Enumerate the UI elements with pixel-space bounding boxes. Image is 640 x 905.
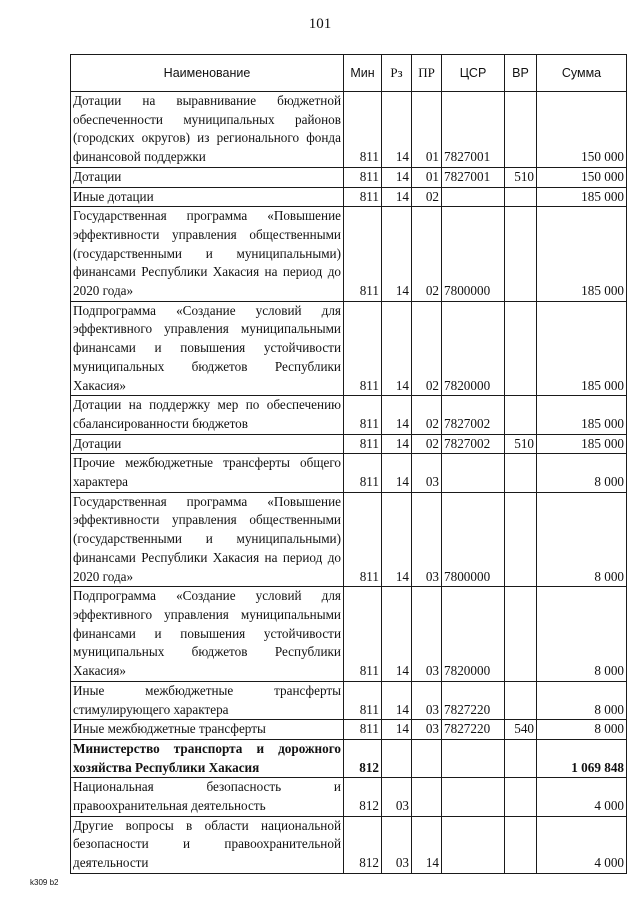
cell-vr bbox=[505, 454, 537, 492]
cell-csr bbox=[442, 739, 505, 777]
cell-pr: 02 bbox=[412, 301, 442, 396]
cell-rz: 14 bbox=[382, 681, 412, 719]
cell-rz: 14 bbox=[382, 587, 412, 682]
cell-pr: 03 bbox=[412, 492, 442, 587]
cell-sum: 8 000 bbox=[537, 587, 627, 682]
cell-pr: 03 bbox=[412, 454, 442, 492]
header-row bbox=[71, 55, 627, 92]
table-row bbox=[71, 167, 627, 187]
cell-vr bbox=[505, 396, 537, 434]
cell-sum: 4 000 bbox=[537, 816, 627, 873]
table-row bbox=[71, 681, 627, 719]
cell-vr bbox=[505, 207, 537, 302]
cell-vr: 540 bbox=[505, 720, 537, 740]
cell-name: Государственная программа «Повышение эффективности управления общественными (государственными и муниципальными) финансами Республики Хакасия на период до 2020 года» bbox=[71, 492, 344, 587]
page-number: 101 bbox=[308, 16, 332, 32]
cell-csr: 7800000 bbox=[442, 492, 505, 587]
cell-min: 811 bbox=[344, 207, 382, 302]
cell-vr bbox=[505, 587, 537, 682]
header-pr: ПР bbox=[412, 55, 442, 92]
cell-name: Иные дотации bbox=[71, 187, 344, 207]
cell-name: Иные межбюджетные трансферты стимулирующего характера bbox=[71, 681, 344, 719]
cell-csr: 7827001 bbox=[442, 92, 505, 168]
header-rz: Рз bbox=[382, 55, 412, 92]
cell-name: Дотации на поддержку мер по обеспечению сбалансированности бюджетов bbox=[71, 396, 344, 434]
cell-csr: 7820000 bbox=[442, 587, 505, 682]
table-row bbox=[71, 739, 627, 777]
cell-vr bbox=[505, 739, 537, 777]
cell-pr bbox=[412, 739, 442, 777]
cell-name: Дотации bbox=[71, 167, 344, 187]
cell-min: 812 bbox=[344, 778, 382, 816]
cell-sum: 185 000 bbox=[537, 396, 627, 434]
cell-min: 811 bbox=[344, 187, 382, 207]
cell-name: Национальная безопасность и правоохранительная деятельность bbox=[71, 778, 344, 816]
cell-vr: 510 bbox=[505, 167, 537, 187]
cell-sum: 4 000 bbox=[537, 778, 627, 816]
cell-pr: 01 bbox=[412, 167, 442, 187]
cell-sum: 1 069 848 bbox=[537, 739, 627, 777]
cell-min: 811 bbox=[344, 587, 382, 682]
cell-name: Государственная программа «Повышение эффективности управления общественными (государственными и муниципальными) финансами Республики Хакасия на период до 2020 года» bbox=[71, 207, 344, 302]
table-row bbox=[71, 396, 627, 434]
cell-rz: 14 bbox=[382, 167, 412, 187]
cell-pr: 02 bbox=[412, 434, 442, 454]
cell-rz: 14 bbox=[382, 396, 412, 434]
header-name: Наименование bbox=[71, 55, 344, 92]
cell-vr bbox=[505, 681, 537, 719]
table-row bbox=[71, 778, 627, 816]
cell-csr bbox=[442, 816, 505, 873]
cell-csr: 7827001 bbox=[442, 167, 505, 187]
cell-sum: 185 000 bbox=[537, 301, 627, 396]
cell-vr bbox=[505, 492, 537, 587]
cell-sum: 8 000 bbox=[537, 720, 627, 740]
cell-pr: 03 bbox=[412, 587, 442, 682]
cell-name: Другие вопросы в области национальной безопасности и правоохранительной деятельности bbox=[71, 816, 344, 873]
cell-min: 811 bbox=[344, 454, 382, 492]
cell-vr bbox=[505, 92, 537, 168]
table-row bbox=[71, 816, 627, 873]
table-row bbox=[71, 492, 627, 587]
cell-sum: 8 000 bbox=[537, 454, 627, 492]
cell-rz: 14 bbox=[382, 454, 412, 492]
header-csr: ЦСР bbox=[442, 55, 505, 92]
table-row bbox=[71, 454, 627, 492]
cell-csr: 7827220 bbox=[442, 681, 505, 719]
table-row bbox=[71, 92, 627, 168]
table-row bbox=[71, 587, 627, 682]
cell-name: Прочие межбюджетные трансферты общего характера bbox=[71, 454, 344, 492]
header-vr: ВР bbox=[505, 55, 537, 92]
cell-pr: 02 bbox=[412, 187, 442, 207]
budget-table bbox=[70, 54, 627, 874]
cell-min: 811 bbox=[344, 167, 382, 187]
header-min: Мин bbox=[344, 55, 382, 92]
cell-pr: 03 bbox=[412, 681, 442, 719]
cell-name: Дотации на выравнивание бюджетной обеспеченности муниципальных районов (городских округов) из регионального фонда финансовой поддержки bbox=[71, 92, 344, 168]
cell-sum: 8 000 bbox=[537, 492, 627, 587]
cell-min: 811 bbox=[344, 492, 382, 587]
cell-rz: 14 bbox=[382, 187, 412, 207]
table-row bbox=[71, 207, 627, 302]
cell-vr bbox=[505, 301, 537, 396]
cell-rz: 14 bbox=[382, 301, 412, 396]
footer-code: k309 b2 bbox=[30, 878, 59, 887]
cell-rz: 14 bbox=[382, 207, 412, 302]
cell-rz: 14 bbox=[382, 720, 412, 740]
cell-name: Министерство транспорта и дорожного хозяйства Республики Хакасия bbox=[71, 739, 344, 777]
cell-sum: 185 000 bbox=[537, 187, 627, 207]
cell-csr: 7827220 bbox=[442, 720, 505, 740]
cell-rz bbox=[382, 739, 412, 777]
cell-pr bbox=[412, 778, 442, 816]
cell-sum: 150 000 bbox=[537, 167, 627, 187]
cell-vr bbox=[505, 187, 537, 207]
cell-sum: 185 000 bbox=[537, 207, 627, 302]
cell-name: Подпрограмма «Создание условий для эффективного управления муниципальными финансами и повышения устойчивости муниципальных бюджетов Республики Хакасия» bbox=[71, 587, 344, 682]
cell-pr: 03 bbox=[412, 720, 442, 740]
cell-csr bbox=[442, 187, 505, 207]
cell-vr: 510 bbox=[505, 434, 537, 454]
cell-rz: 14 bbox=[382, 434, 412, 454]
cell-csr: 7800000 bbox=[442, 207, 505, 302]
cell-name: Иные межбюджетные трансферты bbox=[71, 720, 344, 740]
cell-name: Дотации bbox=[71, 434, 344, 454]
cell-sum: 185 000 bbox=[537, 434, 627, 454]
cell-rz: 03 bbox=[382, 816, 412, 873]
table-row bbox=[71, 301, 627, 396]
table-body bbox=[71, 92, 627, 874]
table-row bbox=[71, 187, 627, 207]
cell-min: 811 bbox=[344, 92, 382, 168]
cell-pr: 02 bbox=[412, 396, 442, 434]
cell-vr bbox=[505, 816, 537, 873]
cell-sum: 150 000 bbox=[537, 92, 627, 168]
table-row bbox=[71, 720, 627, 740]
cell-csr: 7820000 bbox=[442, 301, 505, 396]
cell-min: 811 bbox=[344, 396, 382, 434]
cell-csr bbox=[442, 778, 505, 816]
cell-name: Подпрограмма «Создание условий для эффективного управления муниципальными финансами и повышения устойчивости муниципальных бюджетов Республики Хакасия» bbox=[71, 301, 344, 396]
cell-sum: 8 000 bbox=[537, 681, 627, 719]
header-sum: Сумма bbox=[537, 55, 627, 92]
cell-pr: 01 bbox=[412, 92, 442, 168]
cell-vr bbox=[505, 778, 537, 816]
cell-csr: 7827002 bbox=[442, 434, 505, 454]
cell-pr: 14 bbox=[412, 816, 442, 873]
cell-rz: 03 bbox=[382, 778, 412, 816]
table-row bbox=[71, 434, 627, 454]
cell-min: 811 bbox=[344, 720, 382, 740]
cell-rz: 14 bbox=[382, 92, 412, 168]
cell-min: 811 bbox=[344, 301, 382, 396]
cell-pr: 02 bbox=[412, 207, 442, 302]
cell-min: 811 bbox=[344, 434, 382, 454]
cell-min: 811 bbox=[344, 681, 382, 719]
cell-min: 812 bbox=[344, 816, 382, 873]
cell-csr bbox=[442, 454, 505, 492]
cell-min: 812 bbox=[344, 739, 382, 777]
cell-csr: 7827002 bbox=[442, 396, 505, 434]
cell-rz: 14 bbox=[382, 492, 412, 587]
